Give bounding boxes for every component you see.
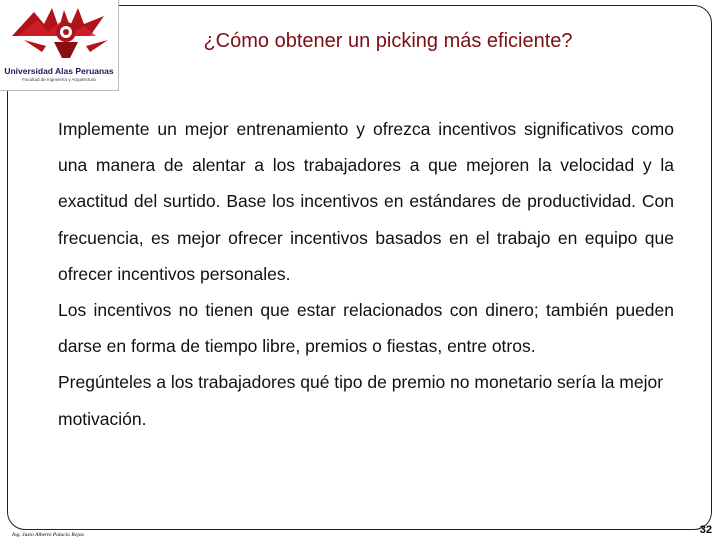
paragraph-training-lead: Implemente un mejor entrenamiento y ofrezca incentivos significativos (58, 119, 624, 139)
university-tagline: Facultad de Ingeniería y Arquitectura (22, 77, 96, 82)
paragraph-non-monetary: Los incentivos no tienen que estar relacionados con dinero; también pueden darse en forma de tiempo libre, premios o fiestas, entre otros. (58, 300, 674, 357)
paragraph-training (58, 111, 674, 292)
slide-title: ¿Cómo obtener un picking más eficiente? (203, 30, 573, 52)
paragraph-ask-workers: Pregúnteles a los trabajadores qué tipo de premio no monetario sería la mejor motivación. (58, 372, 664, 429)
paragraph-training-rest: como una manera de alentar a los trabajadores a que mejoren la velocidad y la exactitud del surtido. Base los incentivos en estándares de productividad. Con frecuencia, es mejor ofrecer incentivos basados en el trabajo en equipo que ofrecer incentivos personales. (58, 119, 674, 284)
condor-emblem-icon (4, 2, 114, 64)
university-name: Universidad Alas Peruanas (4, 66, 114, 76)
footer-author: Ing. Justo Alberto Palacio Rojas (12, 532, 84, 538)
slide-body (58, 111, 674, 437)
page-number: 32 (699, 524, 712, 536)
university-logo (0, 0, 119, 91)
